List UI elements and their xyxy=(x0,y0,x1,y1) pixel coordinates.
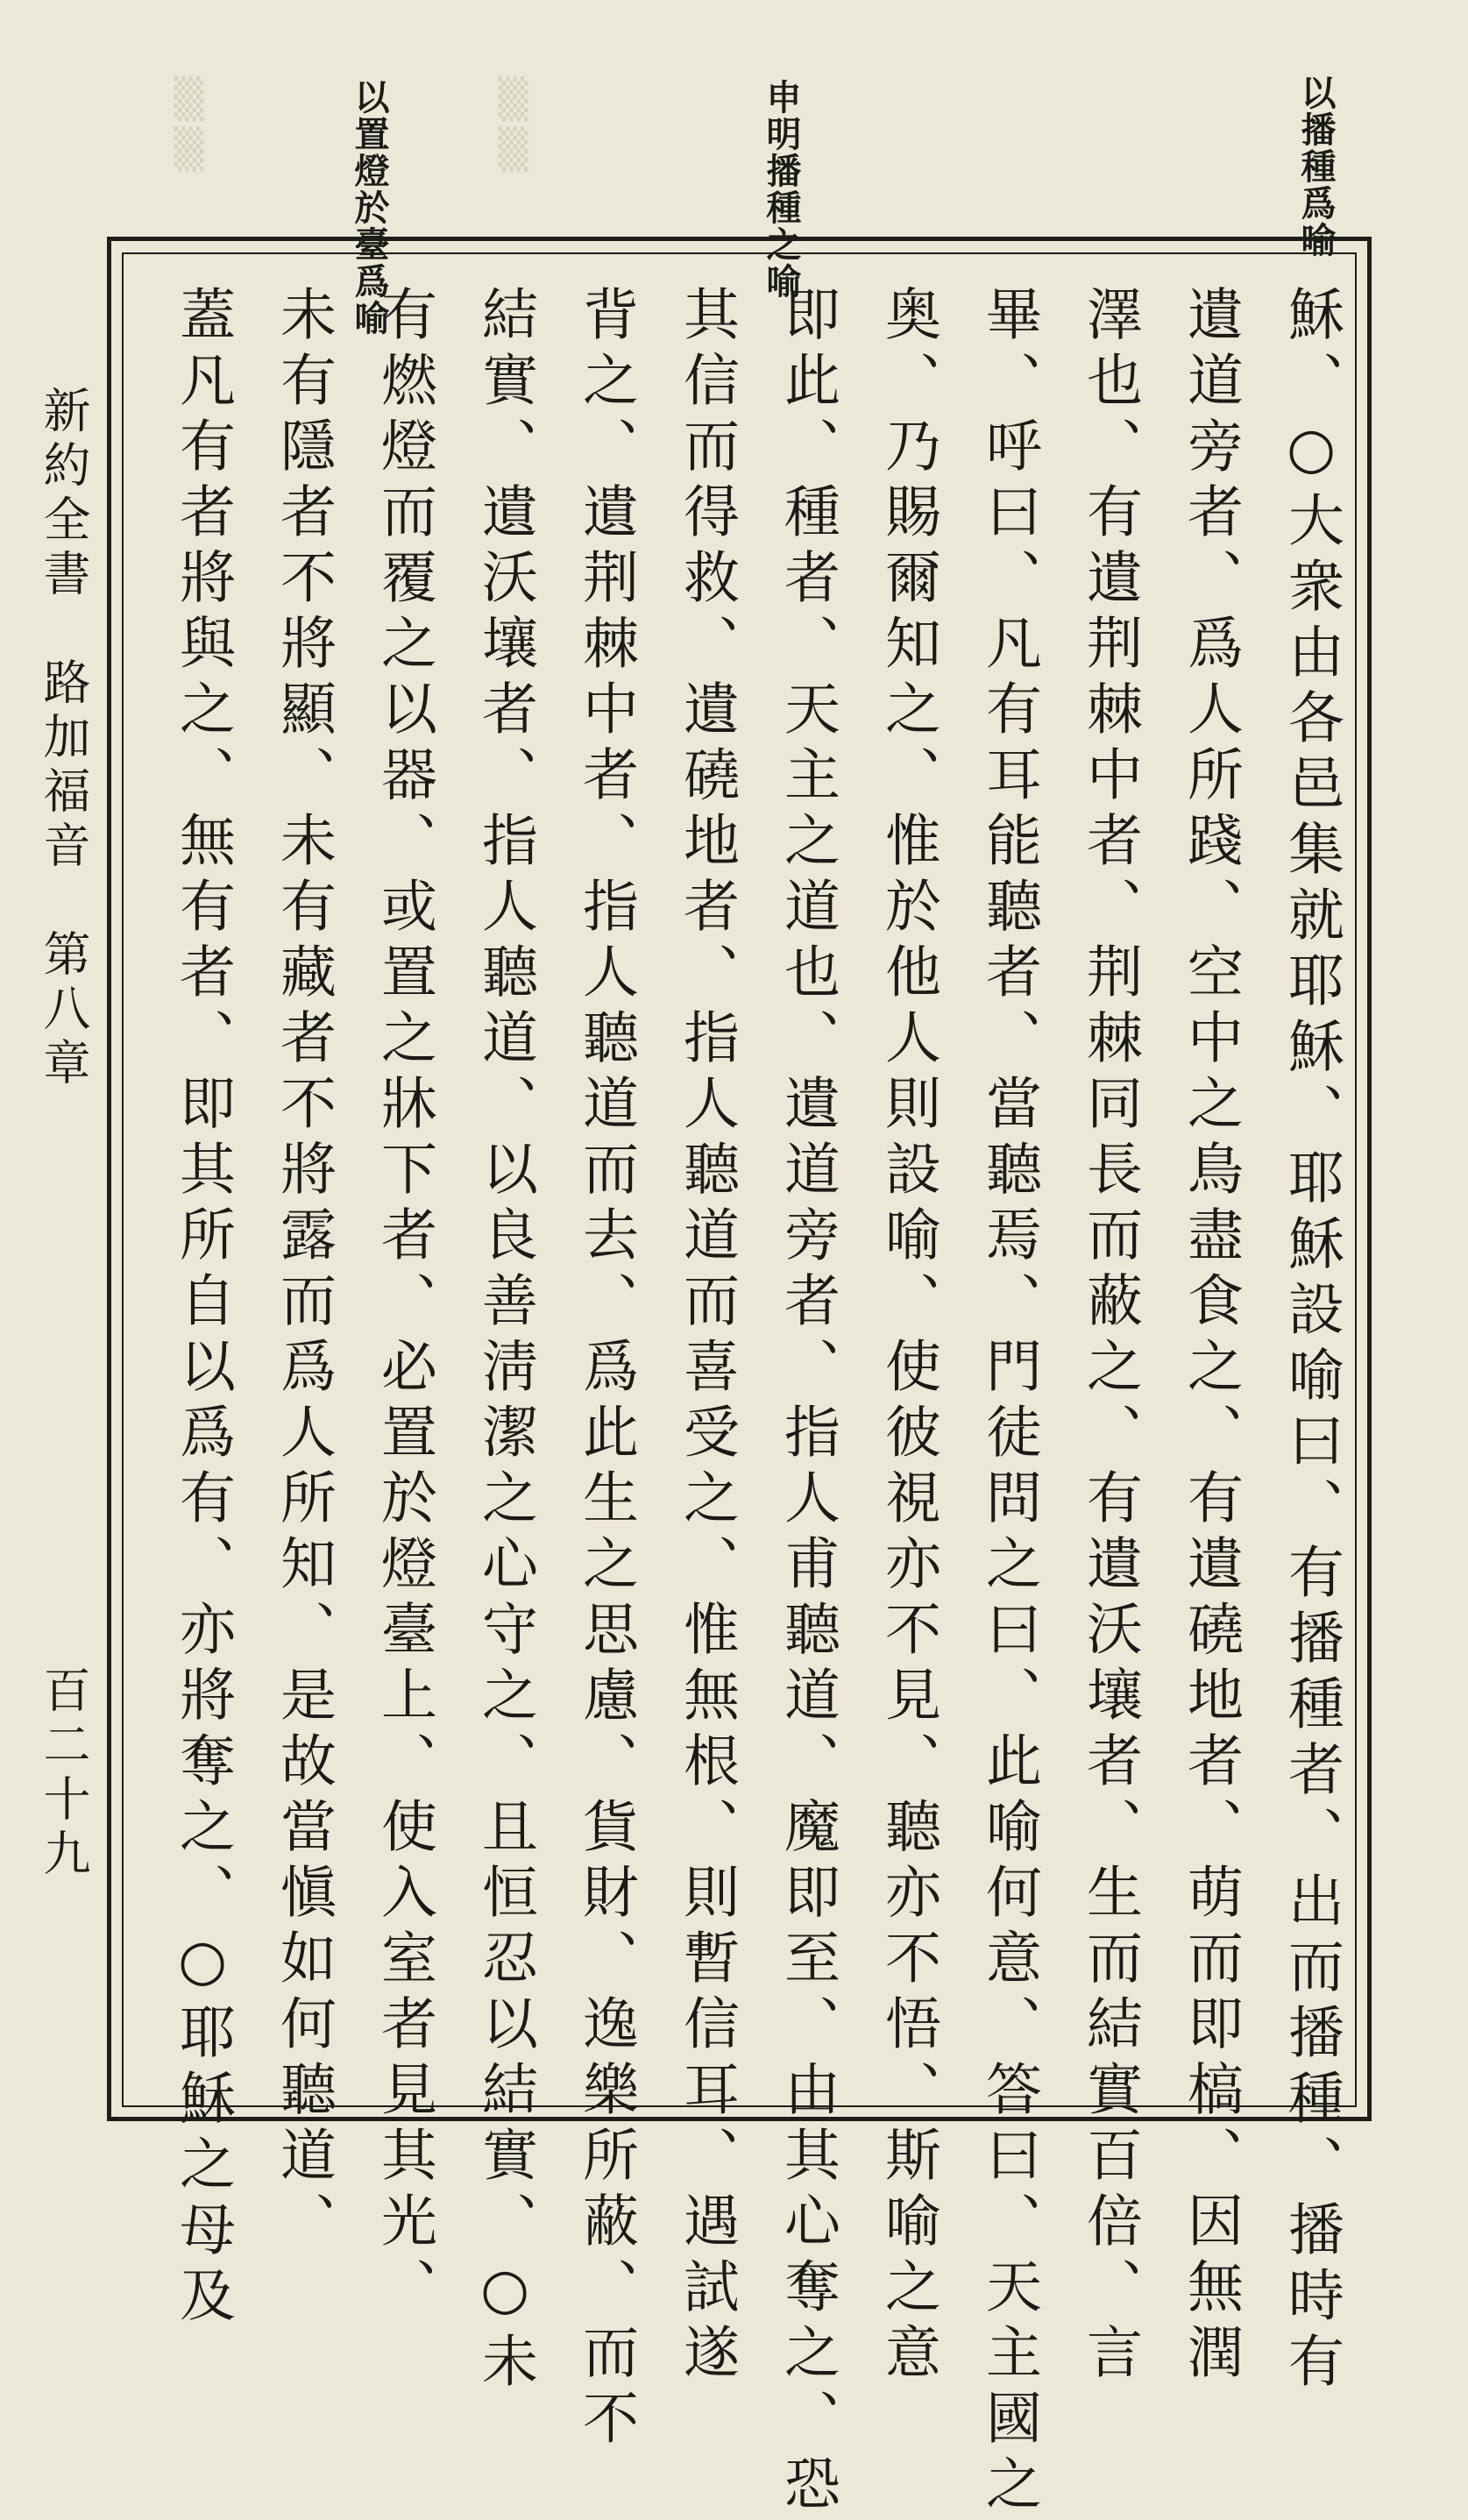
text-column: 畢、呼曰、凡有耳能聽者、當聽焉、門徒問之曰、此喻何意、答曰、天主國之 xyxy=(976,285,1041,2520)
show-through-mark: ▒▒ xyxy=(167,77,211,177)
text-column: 奥、乃賜爾知之、惟於他人則設喻、使彼視亦不見、聽亦不悟、斯喻之意 xyxy=(876,285,940,2389)
margin-note-lamp-parable: 以置燈於臺爲喻 xyxy=(349,79,390,337)
text-column: 未有隱者不將顯、未有藏者不將露而爲人所知、是故當愼如何聽道、 xyxy=(271,285,336,2257)
margin-note-sower-parable: 以播種爲喻 xyxy=(1295,75,1337,259)
text-column: 蓋凡有者將與之、無有者、即其所自以爲有、亦將奪之、○耶穌之母及 xyxy=(170,285,235,2332)
page-number: 百二十九 xyxy=(36,1665,91,1883)
running-title: 新約全書 路加福音 第八章 xyxy=(36,386,91,1092)
text-column: 穌、○大衆由各邑集就耶穌、耶穌設喻曰、有播種者、出而播種、播時有 xyxy=(1279,285,1344,2397)
text-column: 結實、遺沃壤者、指人聽道、以良善淸潔之心守之、且恒忍以結實、○未 xyxy=(472,285,537,2397)
text-column: 澤也、有遺荆棘中者、荆棘同長而蔽之、有遺沃壤者、生而結實百倍、言 xyxy=(1077,285,1142,2389)
text-column: 背之、遺荆棘中者、指人聽道而去、爲此生之思慮、貨財、逸樂所蔽、而不 xyxy=(573,285,638,2454)
text-column: 即此、種者、天主之道也、遺道旁者、指人甫聽道、魔即至、由其心奪之、恐 xyxy=(775,285,840,2520)
margin-note-parable-explanation: 申明播種之喻 xyxy=(761,79,802,300)
show-through-mark: ▒▒ xyxy=(491,77,535,177)
text-column: 遺道旁者、爲人所踐、空中之鳥盡食之、有遺磽地者、萌而即槁、因無潤 xyxy=(1178,285,1243,2389)
body-text xyxy=(138,285,1351,2520)
text-column: 其信而得救、遺磽地者、指人聽道而喜受之、惟無根、則暫信耳、遇試遂 xyxy=(674,285,739,2389)
text-column: 有燃燈而覆之以器、或置之牀下者、必置於燈臺上、使入室者見其光、 xyxy=(372,285,436,2323)
